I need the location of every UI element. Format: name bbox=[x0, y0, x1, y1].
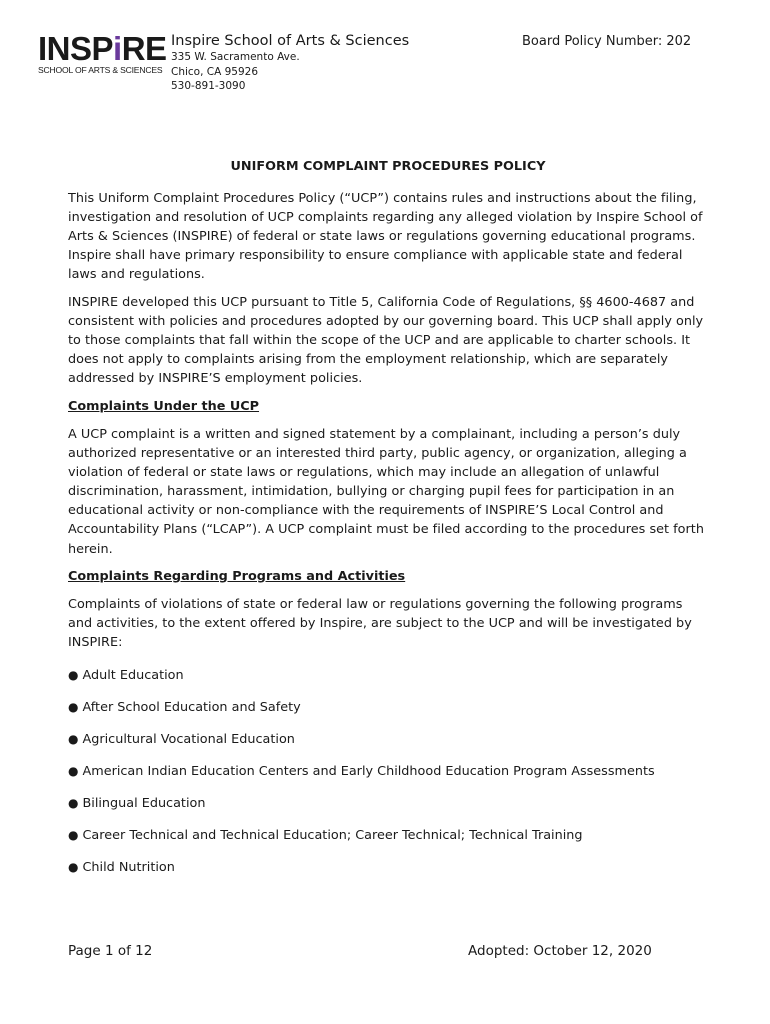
page-number: Page 1 of 12 bbox=[68, 943, 153, 959]
section-heading-programs-activities: Complaints Regarding Programs and Activities bbox=[68, 569, 406, 585]
list-item: ● After School Education and Safety bbox=[68, 700, 301, 716]
document-body bbox=[68, 158, 708, 890]
programs-list bbox=[68, 666, 708, 877]
phone-number: 530-891-3090 bbox=[171, 80, 246, 92]
bullet-icon: ● bbox=[68, 700, 79, 715]
list-item: ● Adult Education bbox=[68, 668, 184, 684]
bullet-icon: ● bbox=[68, 668, 79, 683]
bullet-icon: ● bbox=[68, 764, 79, 779]
address-line-1: 335 W. Sacramento Ave. bbox=[171, 51, 300, 63]
logo-subtitle: SCHOOL OF ARTS & SCIENCES bbox=[38, 65, 163, 75]
section-paragraph-programs-activities: Complaints of violations of state or federal law or regulations governing the following programs and activities, to the extent offered by Inspire, are subject to the UCP and will be investigated by INSPIRE: bbox=[68, 597, 692, 651]
intro-paragraph-2: INSPIRE developed this UCP pursuant to Title 5, California Code of Regulations, §§ 4600-4687 and consistent with policies and procedures adopted by our governing board. This UCP shall apply only to those complaints that fall within the scope of the UCP and are applicable to charter schools. It does not apply to complaints arising from the employment relationship, which are separately addressed by INSPIRE’S employment policies. bbox=[68, 294, 704, 387]
bullet-icon: ● bbox=[68, 860, 79, 875]
intro-paragraph-1: This Uniform Complaint Procedures Policy (“UCP”) contains rules and instructions about the filing, investigation and resolution of UCP complaints regarding any alleged violation by Inspire School of Arts & Sciences (INSPIRE) of federal or state laws or regulations governing educational programs. Inspire shall have primary responsibility to ensure compliance with applicable state and federal laws and regulations. bbox=[68, 191, 703, 283]
section-paragraph-complaints-under-ucp: A UCP complaint is a written and signed statement by a complainant, including a person’s duly authorized representative or an interested third party, public agency, or organization, alleging a violation of federal or state laws or regulations, which may include an allegation of unlawful discrimination, harassment, intimidation, bullying or charging pupil fees for participation in an educational activity or non-compliance with the requirements of INSPIRE’S Local Control and Accountability Plans (“LCAP”). A UCP complaint must be filed according to the procedures set forth herein. bbox=[68, 426, 704, 557]
section-heading-complaints-under-ucp: Complaints Under the UCP bbox=[68, 398, 260, 414]
school-name: Inspire School of Arts & Sciences bbox=[171, 33, 410, 49]
school-info bbox=[171, 32, 409, 94]
adopted-date: Adopted: October 12, 2020 bbox=[468, 943, 652, 959]
list-item: ● American Indian Education Centers and Early Childhood Education Program Assessments bbox=[68, 764, 655, 780]
list-item: ● Bilingual Education bbox=[68, 796, 206, 812]
document-title: UNIFORM COMPLAINT PROCEDURES POLICY bbox=[230, 159, 546, 174]
list-item: ● Agricultural Vocational Education bbox=[68, 732, 295, 748]
bullet-icon: ● bbox=[68, 732, 79, 747]
bullet-icon: ● bbox=[68, 828, 79, 843]
list-item: ● Child Nutrition bbox=[68, 860, 175, 876]
logo-wordmark: INSPiRE bbox=[38, 30, 167, 67]
address-line-2: Chico, CA 95926 bbox=[171, 65, 259, 78]
list-item: ● Career Technical and Technical Education; Career Technical; Technical Training bbox=[68, 828, 583, 844]
school-logo bbox=[38, 30, 168, 75]
bullet-icon: ● bbox=[68, 796, 79, 811]
board-policy-number: Board Policy Number: 202 bbox=[522, 34, 692, 49]
